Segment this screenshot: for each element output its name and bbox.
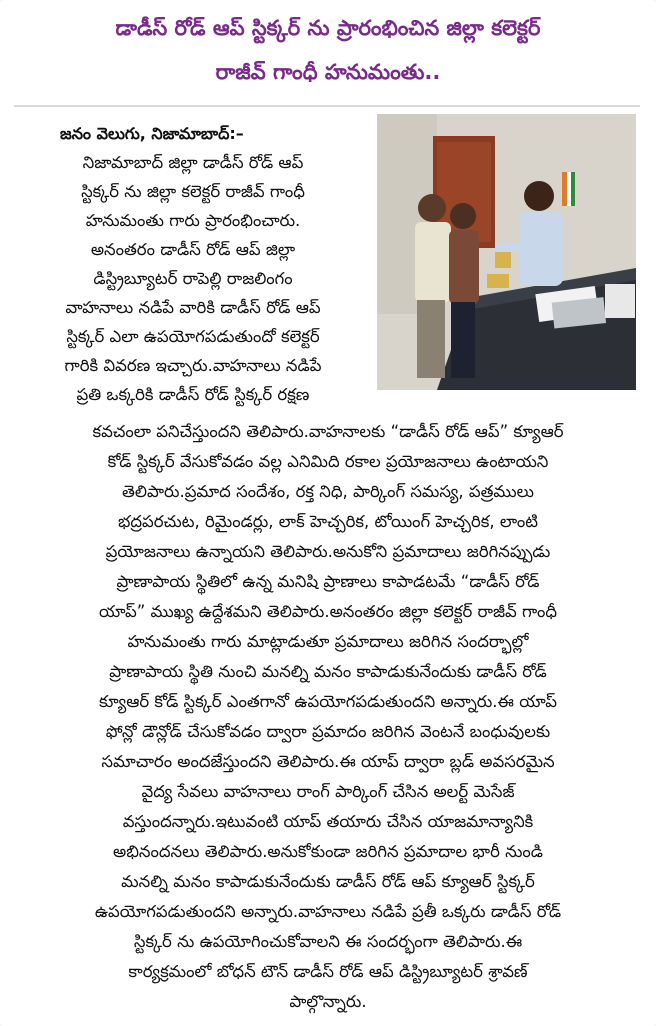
body-line: అభినందనలు తెలిపారు.అనుకోకుండా జరిగిన ప్రమాదాల భారీ నుండి (113, 842, 543, 861)
body-line: హనుమంతు గారు మాట్లాడుతూ ప్రమాదాలు జరిగిన సందర్భాల్లో (127, 632, 529, 651)
body-line: క్యూఆర్ కోడ్ స్టిక్కర్ ఎంతగానో ఉపయోగపడుతుందని అన్నారు.ఈ యాప్ (99, 692, 557, 711)
body-line: భద్రపరచుట, రిమైండర్లు, లాక్ హెచ్చరిక, టోయింగ్ హెచ్చరిక, లాంటి (117, 512, 539, 531)
body-line: తెలిపారు.ప్రమాద సందేశం, రక్త నిధి, పార్కింగ్ సమస్య, పత్రములు (122, 482, 534, 501)
body-line: కవచంలా పనిచేస్తుందని తెలిపారు.వాహనాలకు “డాడీస్ రోడ్ ఆప్” క్యూఆర్ (92, 422, 564, 441)
body-line: మనల్ని మనం కాపాడుకునేందుకు డాడీస్ రోడ్ ఆప్ క్యూఆర్ స్టిక్కర్ (121, 872, 535, 891)
headline (10, 6, 646, 94)
body-line: ప్రతి ఒక్కరికి డాడీస్ రోడ్ స్టిక్కర్ రక్షణ (76, 385, 310, 404)
body-line: నిజామాబాద్ జిల్లా డాడీస్ రోడ్ ఆప్ (82, 153, 304, 172)
body-line: ప్రాణాపాయ స్థితిలో ఉన్న మనిషి ప్రాణాలు కాపాడటమే “డాడీస్ రోడ్ (116, 572, 540, 591)
body-line: ప్రాణాపాయ స్థితి నుంచి మనల్ని మనం కాపాడుకునేందుకు డాడీస్ రోడ్ (109, 662, 547, 681)
body-line: ఫోన్లో డౌన్లోడ్ చేసుకోవడం ద్వారా ప్రమాదం జరిగిన వెంటనే బంధువులకు (105, 722, 551, 741)
body-line: అనంతరం డాడీస్ రోడ్ ఆప్ జిల్లా (90, 240, 296, 259)
body-line: స్టిక్కర్ ఎలా ఉపయోగపడుతుందో కలెక్టర్ (66, 327, 320, 346)
news-photo (377, 114, 636, 390)
dateline: జనం వెలుగు, నిజామాబాద్:– (60, 124, 244, 143)
body-line: స్టిక్కర్ ను జిల్లా కలెక్టర్ రాజీవ్ గాంధీ (81, 182, 305, 201)
body-line: వాహనాలు నడిపే వారికి డాడీస్ రోడ్ ఆప్ (65, 298, 321, 317)
body-line: స్టిక్కర్ ను ఉపయోగించుకోవాలని ఈ సందర్భంగా తెలిపారు.ఈ (133, 932, 523, 951)
body-line: వైద్య సేవలు వాహనాలు రాంగ్ పార్కింగ్ చేసిన అలర్ట్ మెసేజ్ (141, 782, 515, 801)
body-line: గారికి వివరణ ఇచ్చారు.వాహనాలు నడిపే (64, 356, 322, 375)
body-line: వస్తుందన్నారు.ఇటువంటి యాప్ తయారు చేసిన యాజమాన్యానికి (122, 812, 534, 831)
headline-line-2: రాజీవ్ గాంధీ హనుమంతు.. (215, 60, 441, 84)
photo-illustration (377, 114, 636, 390)
body-line: సమాచారం అందజేస్తుందని తెలిపారు.ఈ యాప్ ద్వారా బ్లడ్ అవసరమైన (101, 752, 555, 771)
body-line: ప్రయోజనాలు ఉన్నాయని తెలిపారు.అనుకోని ప్రమాదాలు జరిగినప్పుడు (105, 542, 551, 561)
body-line: కార్యక్రమంలో బోధన్ టౌన్ డాడీస్ రోడ్ ఆప్ డిస్ట్రిబ్యూటర్ శ్రావణ్ (128, 962, 528, 981)
body-line: డిస్ట్రిబ్యూటర్ రాపెల్లి రాజలింగం (93, 269, 293, 288)
headline-line-1: డాడీస్ రోడ్ ఆప్ స్టిక్కర్ ను ప్రారంభించిన జిల్లా కలెక్టర్ (115, 16, 541, 40)
divider (14, 105, 640, 107)
body-line: ఉపయోగపడుతుందని అన్నారు.వాహనాలు నడిపే ప్రతీ ఒక్కరు డాడీస్ రోడ్ (94, 902, 562, 921)
body-line: పాల్గొన్నారు. (289, 992, 367, 1011)
body-line: యాప్” ముఖ్య ఉద్దేశమని తెలిపారు.అనంతరం జిల్లా కలెక్టర్ రాజీవ్ గాంధీ (98, 602, 558, 621)
body-line: హనుమంతు గారు ప్రారంభించారు. (85, 211, 301, 230)
body-line: కోడ్ స్టిక్కర్ వేసుకోవడం వల్ల ఎనిమిది రకాల ప్రయోజనాలు ఉంటాయని (107, 452, 549, 471)
